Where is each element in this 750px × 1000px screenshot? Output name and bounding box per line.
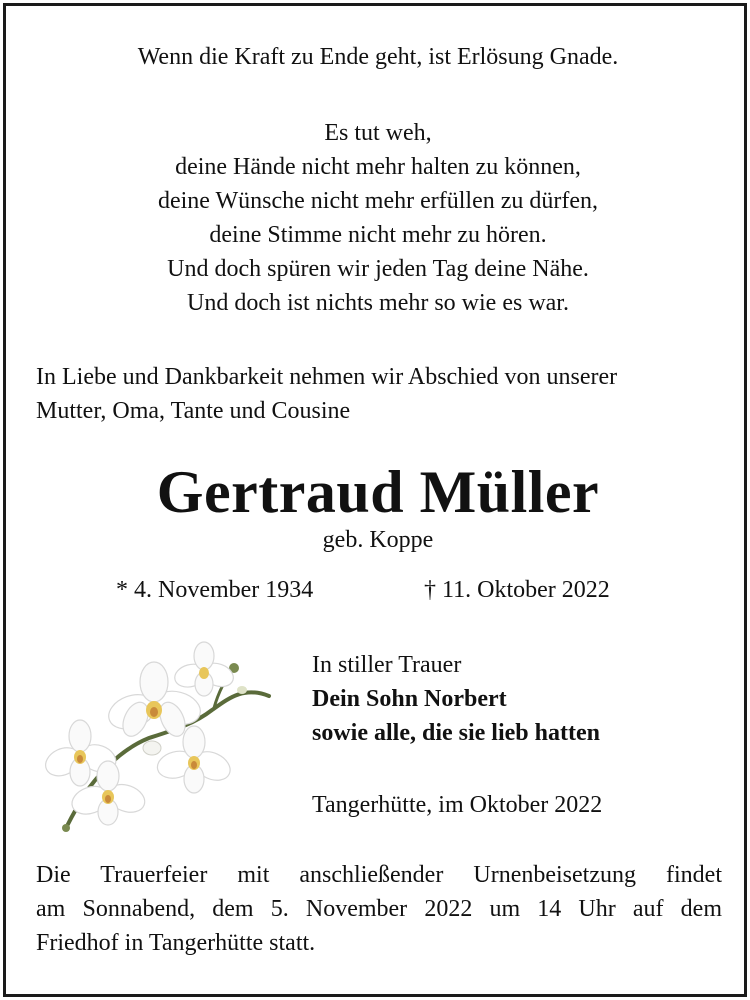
maiden-name: geb. Koppe [322, 527, 434, 553]
poem-line: deine Hände nicht mehr halten zu können, [175, 154, 581, 180]
intro-text [36, 360, 726, 428]
motto-line: Wenn die Kraft zu Ende geht, ist Erlösung Gnade. [137, 44, 619, 70]
mourner-name: sowie alle, die sie lieb hatten [312, 720, 600, 746]
poem-line: deine Wünsche nicht mehr erfüllen zu dürfen, [157, 188, 599, 214]
deceased-name: Gertraud Müller [156, 459, 600, 525]
birth-date: * 4. November 1934 [116, 577, 314, 603]
funeral-notice [36, 858, 722, 960]
mourners-block [312, 648, 600, 750]
mourner-name: Dein Sohn Norbert [312, 686, 507, 712]
funeral-line: am Sonnabend, dem 5. November 2022 um 14 Uhr auf dem [36, 896, 722, 922]
funeral-line: Die Trauerfeier mit anschließender Urnenbeisetzung findet [36, 862, 722, 888]
orchid-image [44, 638, 274, 834]
funeral-line: Friedhof in Tangerhütte statt. [36, 930, 316, 956]
poem-line: Und doch spüren wir jeden Tag deine Nähe. [167, 256, 589, 282]
place-date: Tangerhütte, im Oktober 2022 [312, 792, 603, 818]
poem [6, 116, 750, 320]
poem-line: deine Stimme nicht mehr zu hören. [209, 222, 547, 248]
obituary-notice [3, 3, 747, 997]
death-date: † 11. Oktober 2022 [424, 577, 610, 603]
poem-line: Es tut weh, [324, 120, 432, 146]
poem-line: Und doch ist nichts mehr so wie es war. [187, 290, 569, 316]
intro-line: Mutter, Oma, Tante und Cousine [36, 398, 351, 424]
intro-line: In Liebe und Dankbarkeit nehmen wir Abschied von unserer [36, 364, 618, 390]
mourners-heading: In stiller Trauer [312, 652, 462, 678]
